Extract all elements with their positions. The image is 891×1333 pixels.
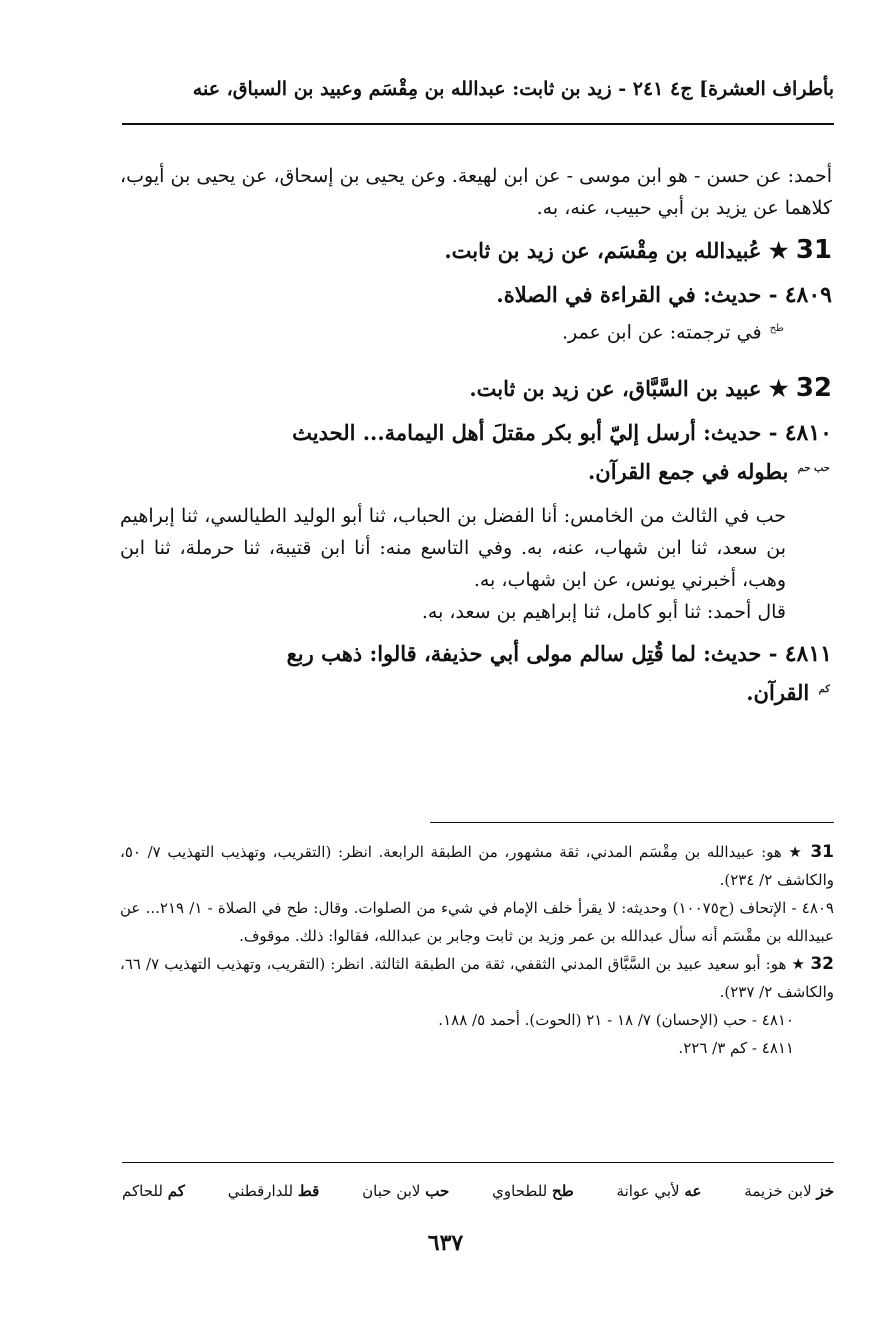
narrator-entry-32 [120,370,832,407]
hadith-text: - حديث: أرسل إليّ أبو بكر مقتلَ أهل اليمامة... الحديث [292,420,778,446]
hadith-text: بطوله في جمع القرآن. [587,459,789,485]
running-header: بأطراف العشرة] ج٤ ٢٤١ - زيد بن ثابت: عبدالله بن مِقْسَم وعبيد بن السباق، عنه [192,78,834,100]
star-icon: ★ [788,843,804,861]
hadith-4809 [120,277,832,313]
narrator-title: عبيد بن السَّبَّاق، عن زيد بن ثابت. [469,376,762,402]
source-symbol: طح [769,323,784,334]
footnotes [120,838,834,1062]
footnote-text: هو: أبو سعيد عبيد بن السَّبَّاق المدني الثقفي، ثقة من الطبقة الثالثة. انظر: (التقريب، وتهذيب التهذيب ٧/ ٦٦، والكاشف ٢/ ٢٣٧). [120,955,834,1001]
hadith-4810-cont [120,451,832,490]
footnote-divider [430,822,834,823]
entry-number: 32 [795,373,832,404]
abbr-item: خز لابن خزيمة [744,1182,834,1200]
header-divider [122,123,834,125]
page-number: ٦٣٧ [427,1230,464,1256]
paragraph-ahmad-2: قال أحمد: ثنا أبو كامل، ثنا إبراهيم بن سعد، به. [421,601,786,624]
star-icon: ★ [768,238,789,264]
hadith-4809-source [120,313,832,348]
hadith-4811-cont [120,672,832,711]
hadith-text: - حديث: لما قُتِل سالم مولى أبي حذيفة، قالوا: ذهب ربع [286,641,778,667]
paragraph-ahmad: أحمد: عن حسن - هو ابن موسى - عن ابن لهيعة. وعن يحيى بن إسحاق، عن يحيى بن أيوب، كلاهما عن يزيد بن أبي حبيب، عنه، به. [120,165,832,219]
star-icon: ★ [791,955,806,973]
abbr-item: كم للحاكم [122,1182,185,1200]
footnote-32 [120,950,834,1006]
source-symbol: كم [818,684,830,696]
abbr-item: طح للطحاوي [492,1182,574,1200]
star-icon: ★ [768,376,789,403]
bottom-divider [122,1162,834,1163]
hadith-number: ٤٨٠٩ [784,282,832,308]
footnote-text: - الإتحاف (ح١٠٠٧٥) وحديثه: لا يقرأ خلف الإمام في شيء من الصلوات. وقال: طح في الصلاة - ١/ ٢١٩... عن عبيدالله بن مقْسَم أنه سأل عبدالله بن عمر وزيد بن ثابت وجابر بن عبدالله، فقالوا: ذلك. موقوف. [120,899,834,945]
footnote-4811: ٤٨١١ - كم ٣/ ٢٢٦. [678,1039,794,1057]
abbr-item: قط للدارقطني [227,1182,320,1200]
footnote-text: هو: عبيدالله بن مِقْسَم المدني، ثقة مشهور، من الطبقة الرابعة. انظر: (التقريب، وتهذيب التهذيب ٧/ ٥٠، والكاشف ٢/ ٢٣٤). [120,843,834,889]
main-text [120,160,832,711]
footnote-number: 31 [810,842,834,862]
footnote-4810: ٤٨١٠ - حب (الإحسان) ٧/ ١٨ - ٢١ (الحوت). أحمد ٥/ ١٨٨. [438,1011,794,1029]
hadith-4811 [120,636,832,672]
hadith-text: - حديث: في القراءة في الصلاة. [496,282,778,307]
source-note: في ترجمته: عن ابن عمر. [561,321,762,344]
footnote-number: 32 [810,954,834,974]
footnote-number: ٤٨٠٩ [801,899,834,917]
hadith-text: القرآن. [746,680,810,706]
footnote-4809 [120,894,834,950]
source-symbol: حب حم [797,463,830,475]
abbr-item: حب لابن حبان [362,1182,450,1200]
paragraph-hibban: حب في الثالث من الخامس: أنا الفضل بن الحباب، ثنا أبو الوليد الطيالسي، ثنا إبراهيم بن سعد، ثنا ابن شهاب، عنه، به. وفي التاسع منه: أنا ابن قتيبة، ثنا حرملة، ثنا ابن وهب، أخبرني يونس، عن ابن شهاب، به. [120,505,786,592]
narrator-title: عُبيدالله بن مِقْسَم، عن زيد بن ثابت. [444,238,762,263]
abbreviation-key [122,1182,834,1200]
entry-number: 31 [795,235,832,265]
hadith-number: ٤٨١٠ [784,420,832,447]
narrator-entry-31 [120,232,832,269]
footnote-31 [120,838,834,894]
hadith-number: ٤٨١١ [784,641,832,668]
abbr-item: عه لأبي عوانة [616,1182,702,1200]
hadith-4810 [120,415,832,451]
